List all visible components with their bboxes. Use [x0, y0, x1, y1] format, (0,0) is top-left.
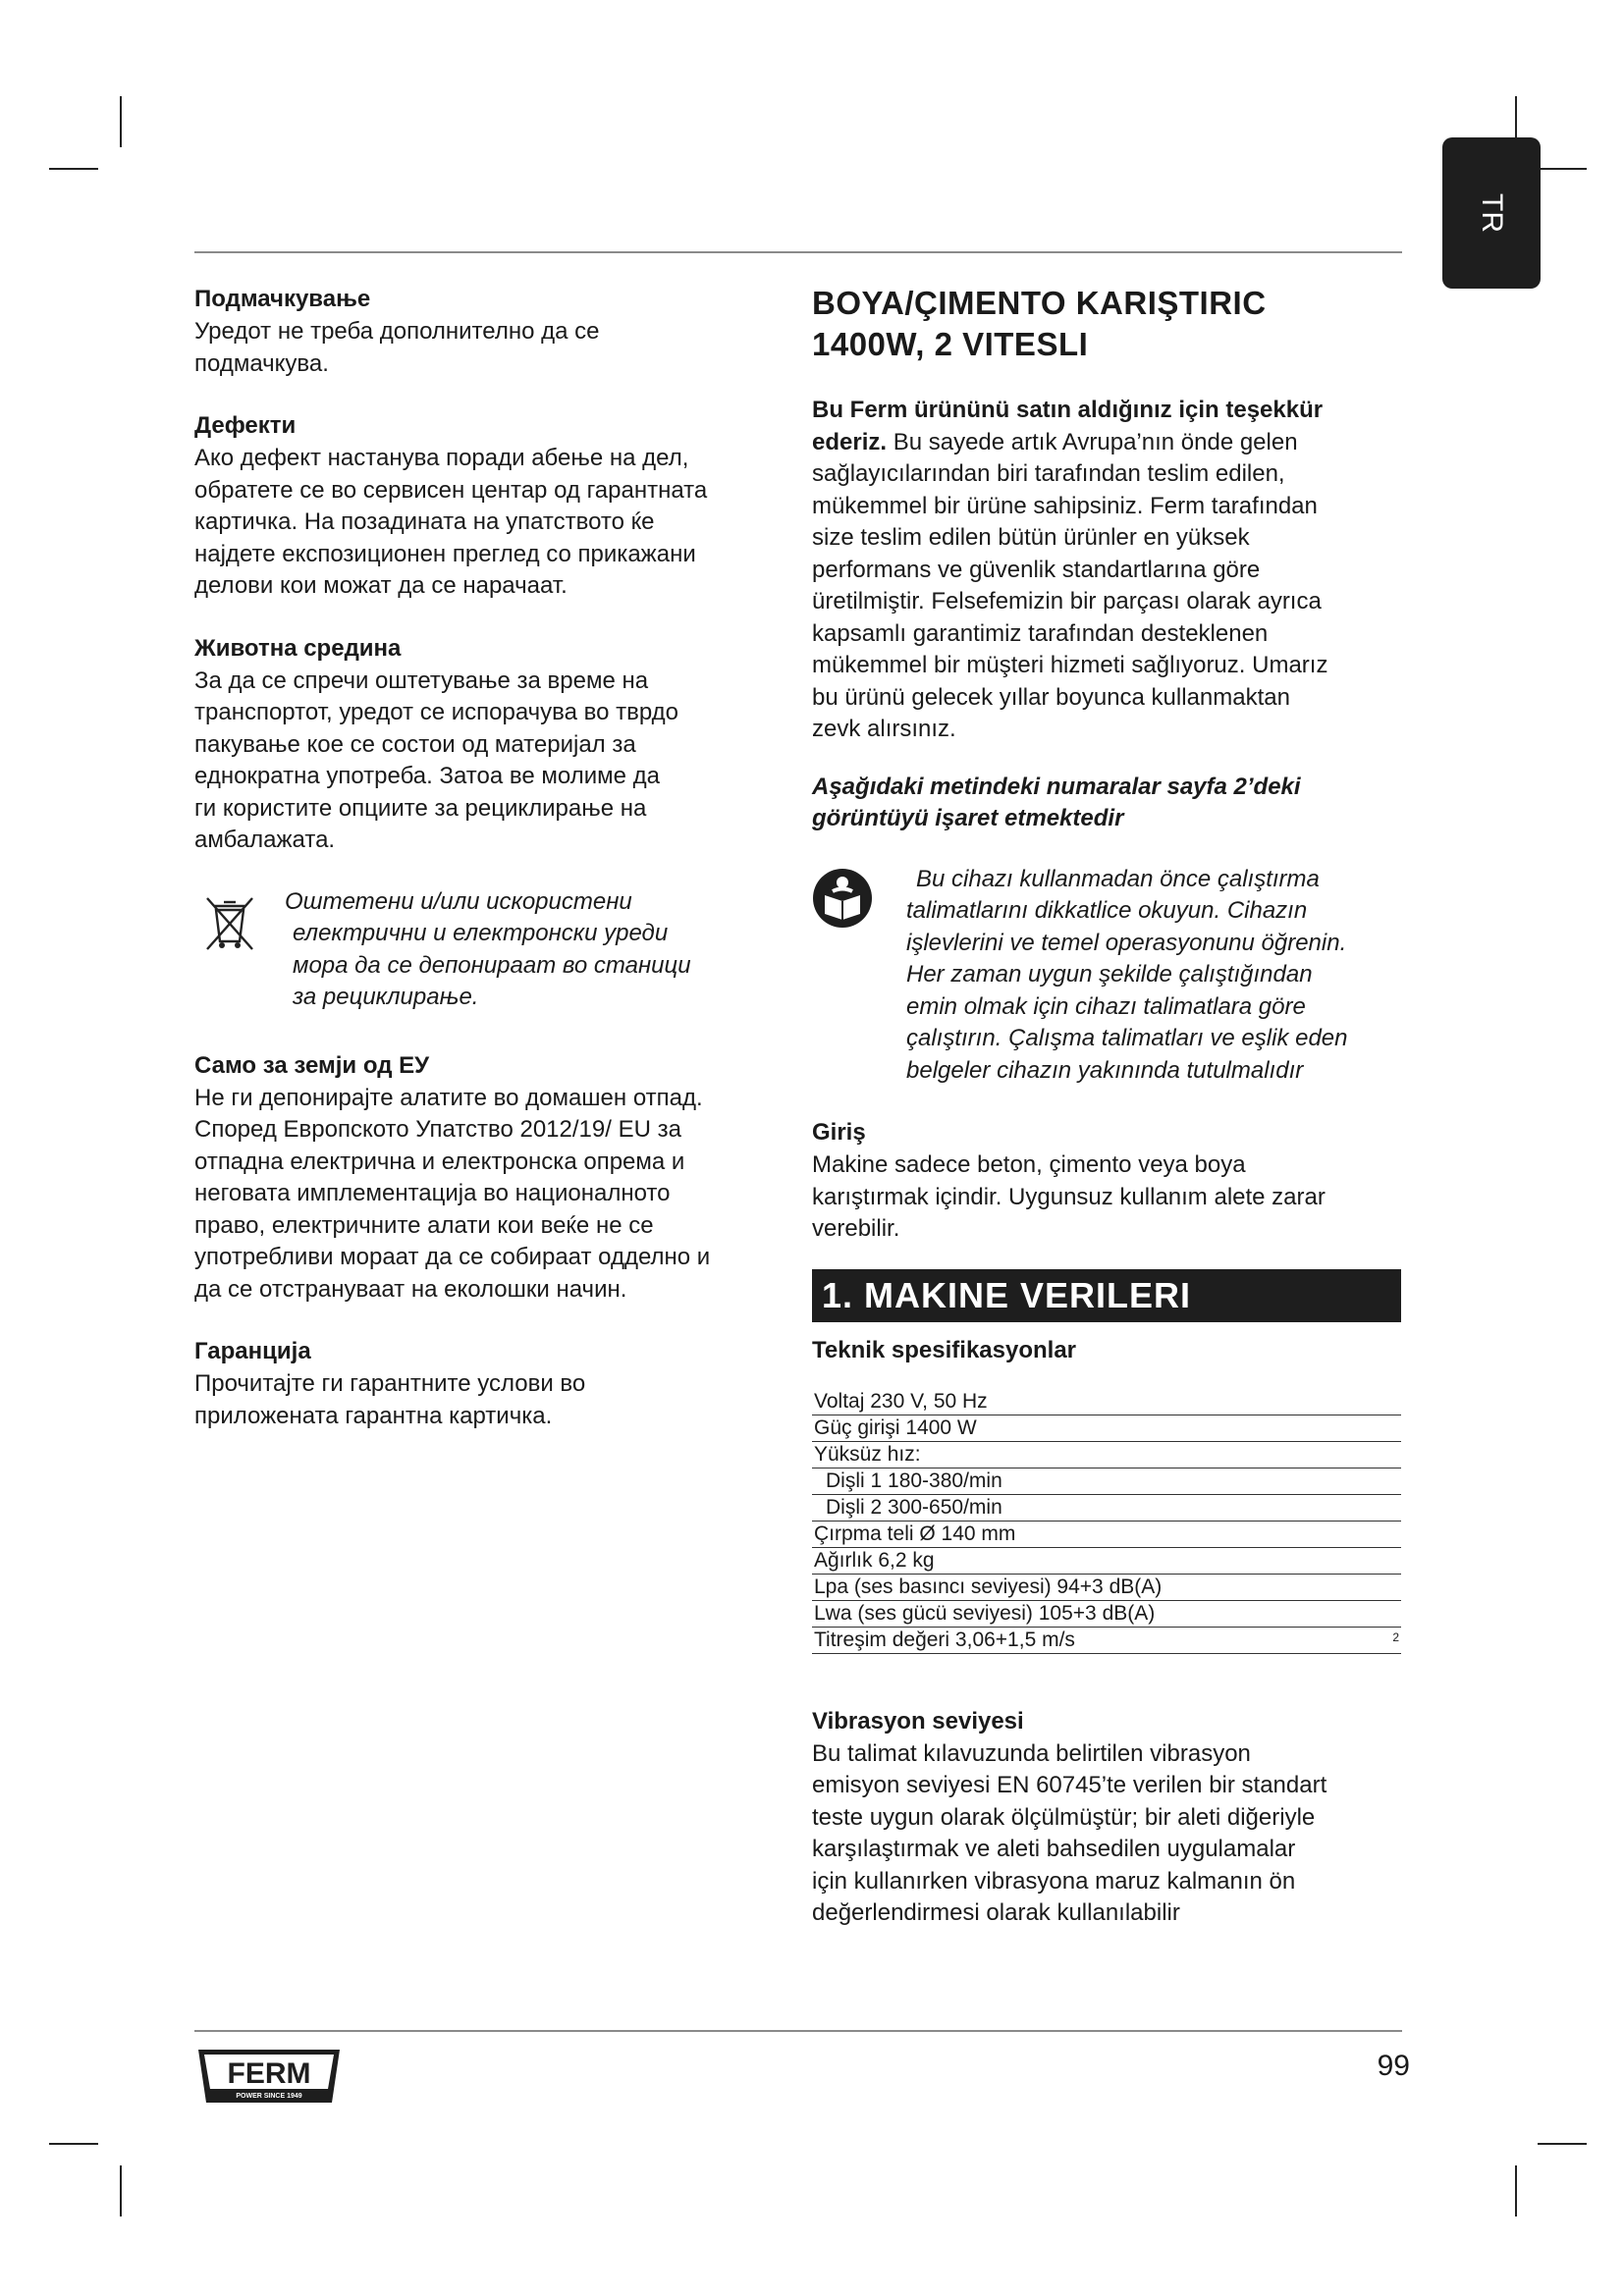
crop-mark [49, 168, 98, 170]
notice-line: за рециклирање. [293, 984, 479, 1010]
body-line: делови кои можат да се нарачаат. [194, 572, 568, 599]
body-line: verebilir. [812, 1215, 900, 1242]
left-column [194, 283, 784, 1432]
section-heading: Гаранција [194, 1338, 311, 1364]
spec-row-text: Titreşim değeri 3,06+1,5 m/s [814, 1628, 1075, 1651]
body-line: Ако дефект настанува поради абење на дел, [194, 445, 689, 471]
crop-mark [120, 96, 122, 147]
body-line: неговата имплементација во националното [194, 1180, 671, 1206]
body-line: еднократна употреба. Затоа ве молиме да [194, 763, 660, 789]
notice-line: електрични и електронски уреди [293, 920, 669, 946]
body-line: karıştırmak içindir. Uygunsuz kullanım alete zarar [812, 1183, 1326, 1210]
crop-mark [1515, 2165, 1517, 2216]
body-line: kapsamlı garantimiz tarafından desteklenen [812, 619, 1269, 647]
section-heading: Животна средина [194, 634, 402, 662]
section-heading: Vibrasyon seviyesi [812, 1707, 1024, 1735]
notice-line: Her zaman uygun şekilde çalıştığından [906, 961, 1313, 988]
footer-rule [194, 2030, 1402, 2032]
spec-row: Dişli 1 180-380/min [812, 1468, 1401, 1495]
reference-note: Aşağıdaki metindeki numaralar sayfa 2’deki [812, 773, 1301, 800]
notice-line: talimatlarını dikkatlice okuyun. Cihazın [906, 897, 1308, 924]
crossed-bin-icon [204, 894, 265, 958]
notice-line: emin olmak için cihazı talimatlara göre [906, 992, 1306, 1020]
body-line: mükemmel bir müşteri hizmeti sağlıyoruz. Umarız [812, 652, 1328, 678]
body-line: karşılaştırmak ve aleti bahsedilen uygulamalar [812, 1836, 1296, 1862]
body-line: транспортот, уредот се испорачува во тврдо [194, 699, 679, 725]
notice-line: Bu cihazı kullanmadan önce çalıştırma [916, 865, 1320, 892]
body-line: performans ve güvenlik standartlarına göre [812, 556, 1261, 583]
body-line: Не ги депонирајте алатите во домашен отпад. [194, 1084, 703, 1111]
crop-mark [1538, 168, 1587, 170]
spec-row: Dişli 2 300-650/min [812, 1495, 1401, 1522]
crop-mark [120, 2165, 122, 2216]
spec-row: Voltaj 230 V, 50 Hz [812, 1389, 1401, 1415]
notice-line: мора да се депонираат во станици [293, 951, 691, 979]
body-line: için kullanırken vibrasyona maruz kalmanın ön [812, 1867, 1296, 1895]
right-column [812, 283, 1401, 1930]
intro-bold: Bu Ferm ürününü satın aldığınız için teşekkür [812, 397, 1324, 423]
body-line: Прочитајте ги гарантните услови во [194, 1370, 586, 1397]
body-line: Уредот не треба дополнително да се [194, 318, 600, 345]
section-heading: Teknik spesifikasyonlar [812, 1336, 1077, 1363]
body-line: За да се спречи оштетување за време на [194, 667, 649, 694]
spec-row: Lpa (ses basıncı seviyesi) 94+3 dB(A) [812, 1575, 1401, 1601]
read-manual-icon [812, 868, 881, 934]
spec-row: Çırpma teli Ø 140 mm [812, 1522, 1401, 1548]
body-line: отпадна електрична и електронска опрема и [194, 1148, 685, 1175]
body-line: ги користите опциите за рециклирање на [194, 794, 647, 822]
crop-mark [49, 2143, 98, 2145]
reference-note: görüntüyü işaret etmektedir [812, 804, 1124, 831]
read-manual-notice [812, 864, 1401, 1088]
body-line: Според Европското Упатство 2012/19/ EU за [194, 1116, 681, 1143]
body-line: üretilmiştir. Felsefemizin bir parçası olarak ayrıca [812, 588, 1322, 614]
body-line: обратете се во сервисен центар од гарантната [194, 476, 708, 504]
body-line: пакување кое се состои од материјал за [194, 730, 636, 758]
spec-row: Ağırlık 6,2 kg [812, 1548, 1401, 1575]
body-line: Bu talimat kılavuzunda belirtilen vibrasyon [812, 1739, 1251, 1767]
body-line: zevk alırsınız. [812, 716, 956, 742]
product-title: 1400W, 2 VITESLI [812, 326, 1089, 362]
spec-row-last [812, 1628, 1401, 1654]
notice-line: çalıştırın. Çalışma talimatları ve eşlik eden [906, 1025, 1348, 1051]
body-line: најдете експозиционен преглед со прикажани [194, 540, 696, 567]
body-line: да се отстрануваат на еколошки начин. [194, 1275, 627, 1303]
spec-row: Lwa (ses gücü seviyesi) 105+3 dB(A) [812, 1601, 1401, 1628]
intro-bold: ederiz. [812, 428, 888, 455]
intro-line [812, 427, 1401, 459]
body-line: teste uygun olarak ölçülmüştür; bir aleti diğeriyle [812, 1803, 1316, 1831]
body-line: sağlayıcılarından biri tarafından teslim edilen, [812, 460, 1285, 487]
body-line: Makine sadece beton, çimento veya boya [812, 1151, 1246, 1178]
body-line: size teslim edilen bütün ürünler en yüksek [812, 524, 1250, 551]
language-tab-label: TR [1476, 193, 1508, 233]
body-line: değerlendirmesi olarak kullanılabilir [812, 1899, 1180, 1926]
spec-table [812, 1389, 1401, 1654]
page-number: 99 [1377, 2050, 1410, 2082]
intro-line [812, 395, 1401, 427]
body-line: bu ürünü gelecek yıllar boyunca kullanmaktan [812, 683, 1290, 711]
logo-subtext: POWER SINCE 1949 [236, 2093, 302, 2100]
body-line: картичка. На позадината на упатството ќе [194, 508, 655, 535]
body-line: приложената гарантна картичка. [194, 1402, 553, 1429]
section-heading: Само за земји од ЕУ [194, 1051, 430, 1079]
body-line: подмачкува. [194, 349, 329, 377]
body-line: употребливи мораат да се собираат одделно и [194, 1244, 711, 1270]
notice-line: Оштетени и/или искористени [285, 887, 632, 915]
weee-notice [194, 886, 784, 1014]
notice-line: işlevlerini ve temel operasyonunu öğrenin. [906, 929, 1347, 956]
spec-row: Güç girişi 1400 W [812, 1415, 1401, 1442]
header-rule [194, 251, 1402, 253]
body-line: mükemmel bir ürüne sahipsiniz. Ferm tarafından [812, 492, 1318, 519]
section-heading: Дефекти [194, 412, 297, 439]
language-tab [1442, 137, 1541, 289]
body-line: emisyon seviyesi EN 60745’te verilen bir standart [812, 1772, 1327, 1798]
ferm-logo [194, 2046, 344, 2111]
notice-line: belgeler cihazın yakınında tutulmalıdır [906, 1056, 1304, 1084]
body-line: амбалажата. [194, 827, 336, 853]
spec-row: Yüksüz hız: [812, 1442, 1401, 1468]
section-bar: 1. MAKINE VERILERI [812, 1269, 1401, 1322]
intro-text: Bu sayede artık Avrupa’nın önde gelen [887, 428, 1298, 455]
product-title: BOYA/ÇIMENTO KARIŞTIRIC [812, 285, 1267, 321]
section-heading: Giriş [812, 1119, 866, 1146]
section-heading: Подмачкување [194, 286, 371, 312]
spec-superscript: 2 [1392, 1629, 1399, 1644]
logo-text: FERM [227, 2057, 311, 2090]
body-line: право, електричните алати кои веќе не се [194, 1211, 654, 1239]
crop-mark [1538, 2143, 1587, 2145]
